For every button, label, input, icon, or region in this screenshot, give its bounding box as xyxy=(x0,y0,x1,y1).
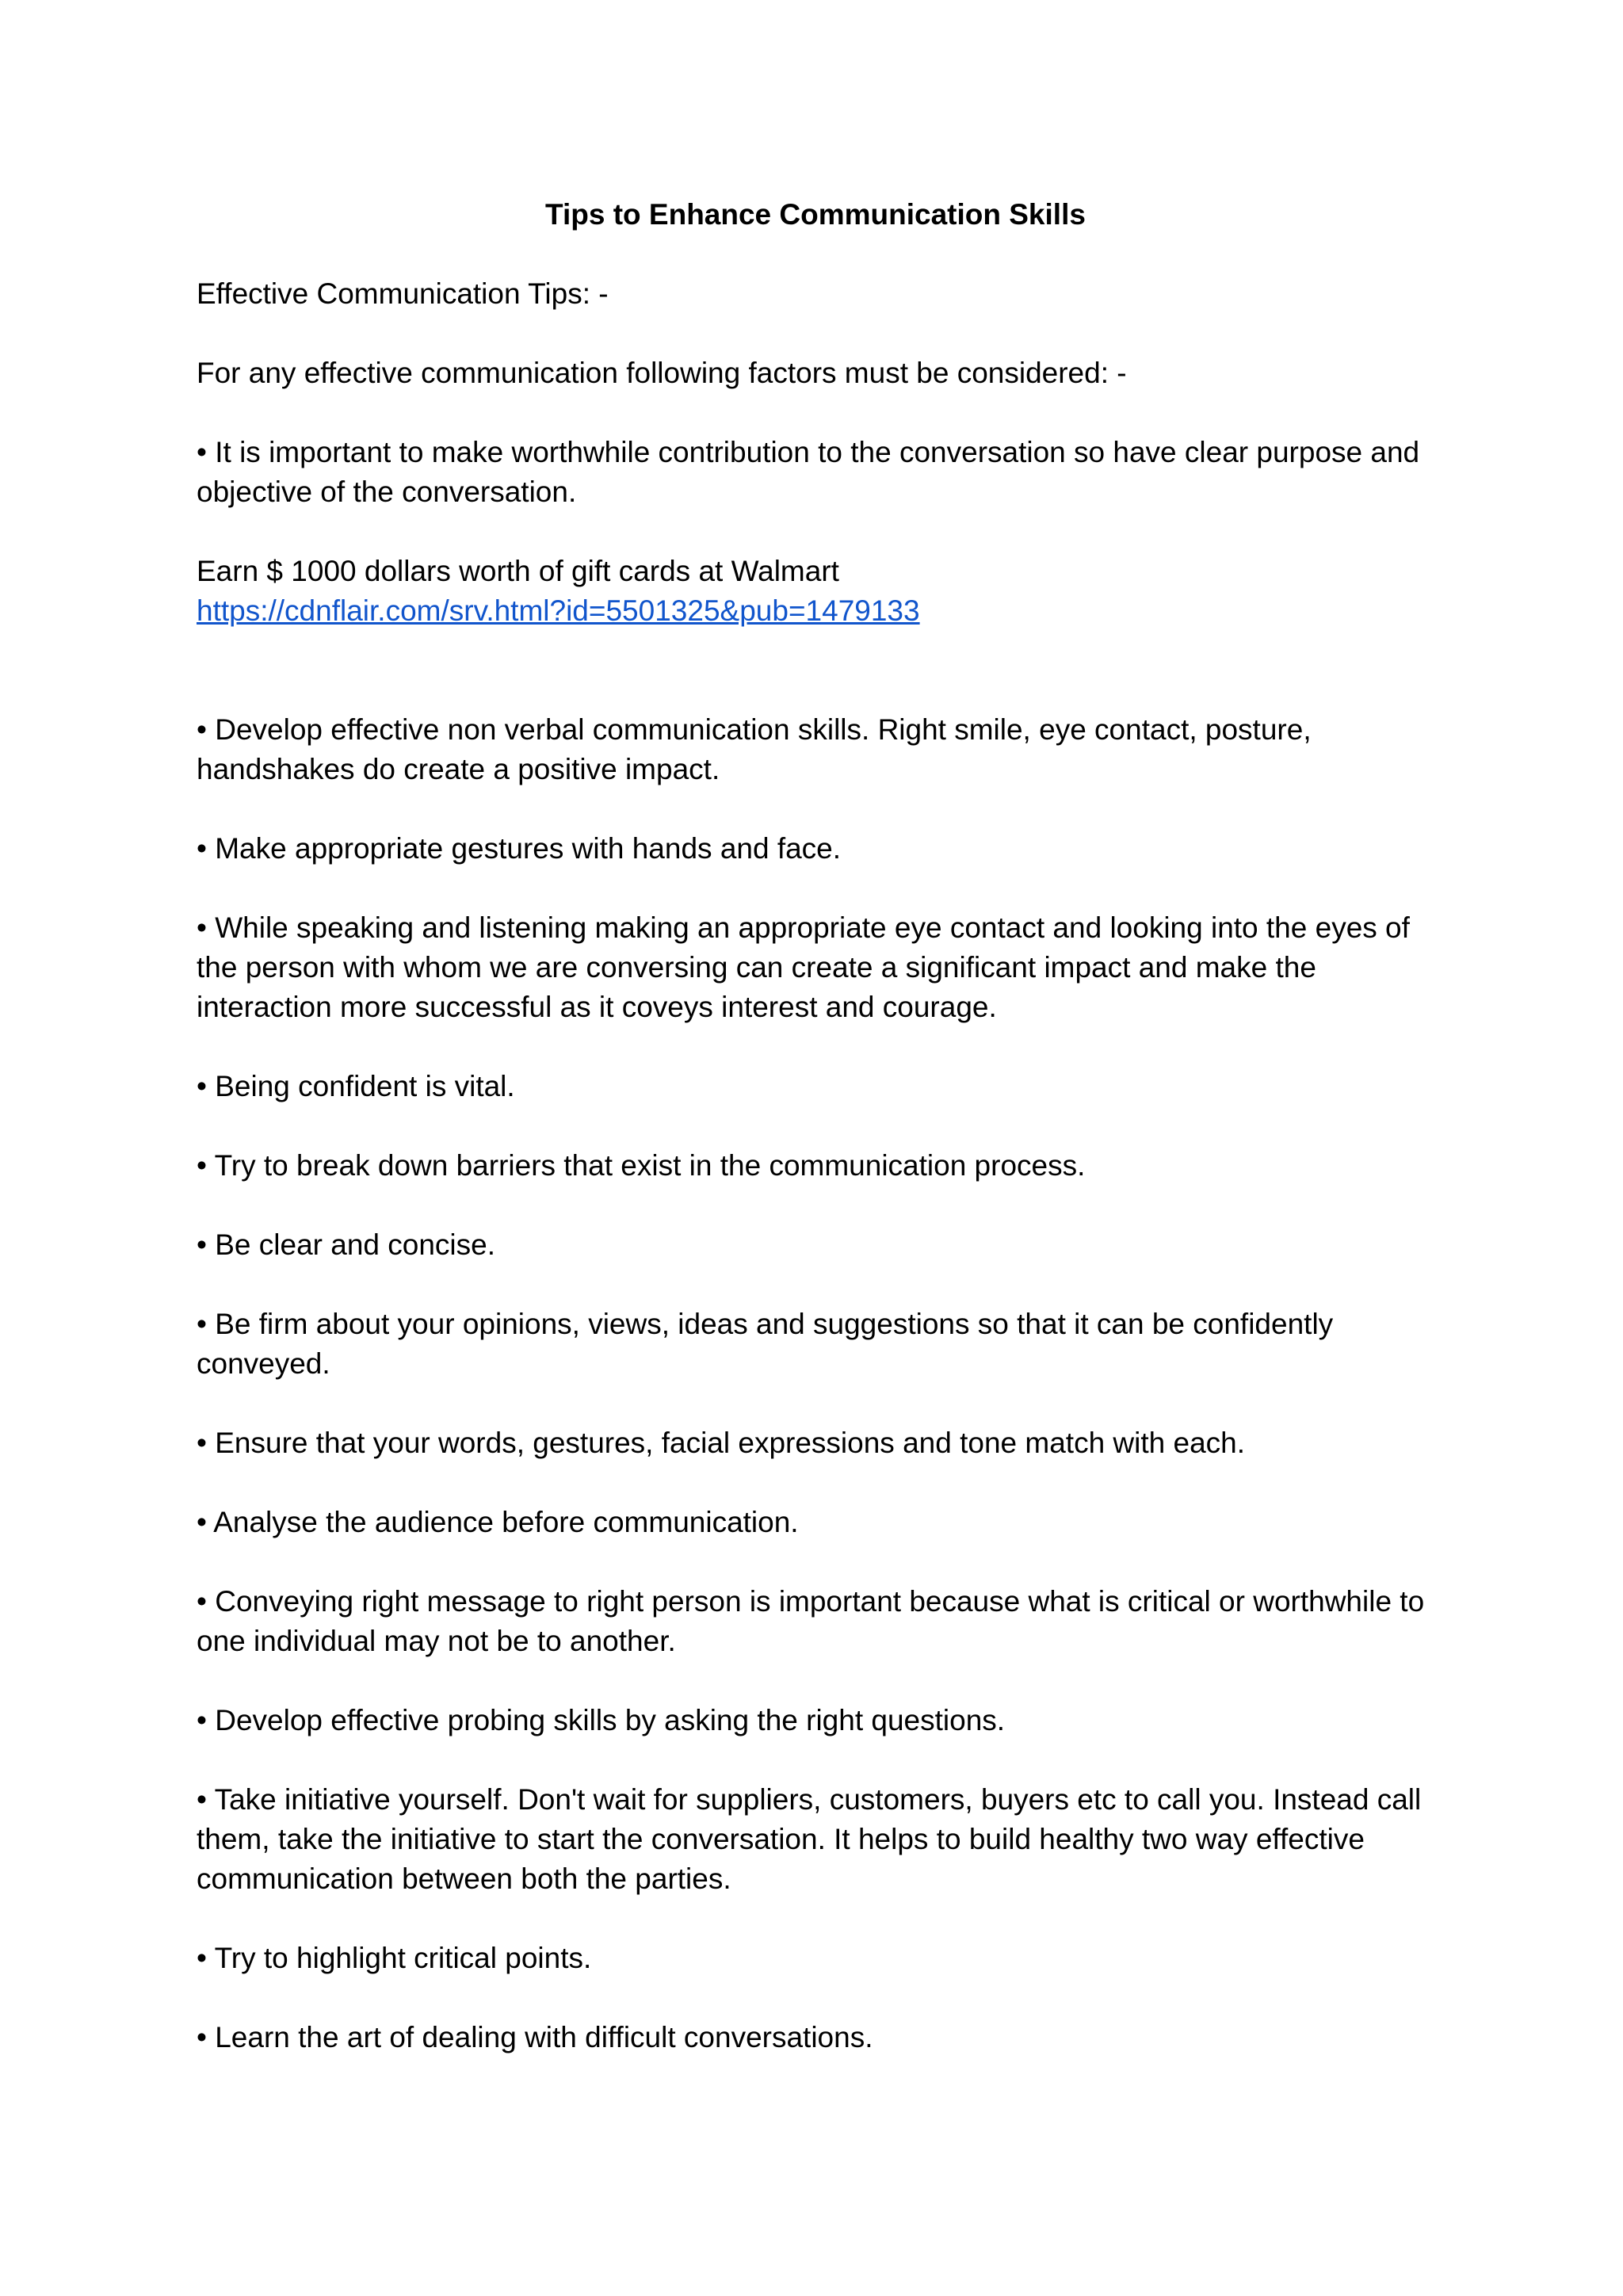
tip-item: • Be clear and concise. xyxy=(197,1228,495,1261)
tip-item: • Make appropriate gestures with hands and face. xyxy=(197,832,842,865)
tip-item: • Try to highlight critical points. xyxy=(197,1942,592,1974)
tip-item: • Take initiative yourself. Don't wait for suppliers, customers, buyers etc to call you. Instead call them, take the initiative to start the conversation. It helps to build healthy two way effective communication between both the parties. xyxy=(197,1783,1422,1895)
tip-item: • Develop effective non verbal communication skills. Right smile, eye contact, posture, handshakes do create a positive impact. xyxy=(197,713,1312,785)
tips-list xyxy=(197,710,1434,2057)
promo-text: Earn $ 1000 dollars worth of gift cards at Walmart xyxy=(197,555,839,587)
promo-block xyxy=(197,552,1434,631)
tip-item: • It is important to make worthwhile contribution to the conversation so have clear purpose and objective of the conversation. xyxy=(197,436,1420,508)
tip-item: • Develop effective probing skills by asking the right questions. xyxy=(197,1704,1006,1736)
tip-item: • Be firm about your opinions, views, ideas and suggestions so that it can be confidently conveyed. xyxy=(197,1308,1334,1380)
tip-item: • Try to break down barriers that exist in the communication process. xyxy=(197,1149,1086,1182)
promo-link[interactable]: https://cdnflair.com/srv.html?id=5501325&pub=1479133 xyxy=(197,594,920,627)
tip-item: • While speaking and listening making an appropriate eye contact and looking into the eyes of the person with whom we are conversing can create a significant impact and make the interaction more successful as it coveys interest and courage. xyxy=(197,911,1410,1023)
intro-text: Effective Communication Tips: - xyxy=(197,277,609,310)
document-title: Tips to Enhance Communication Skills xyxy=(545,198,1086,231)
tip-item: • Ensure that your words, gestures, facial expressions and tone match with each. xyxy=(197,1427,1246,1459)
tip-item: • Analyse the audience before communication. xyxy=(197,1506,799,1538)
tip-item: • Conveying right message to right person is important because what is critical or worthwhile to one individual may not be to another. xyxy=(197,1585,1425,1657)
tip-item: • Learn the art of dealing with difficult conversations. xyxy=(197,2021,873,2053)
lead-text: For any effective communication following factors must be considered: - xyxy=(197,357,1127,389)
tip-item: • Being confident is vital. xyxy=(197,1070,515,1102)
document-body xyxy=(197,195,1434,2097)
